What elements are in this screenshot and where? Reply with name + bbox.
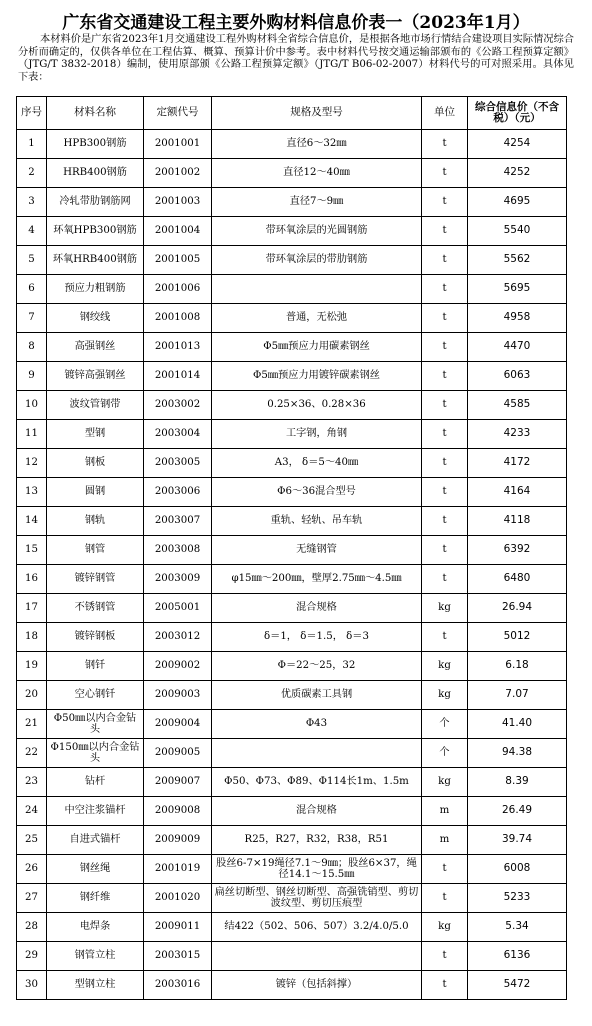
cell-name: 高强钢丝 (47, 333, 144, 362)
cell-unit: t (422, 971, 468, 1000)
table-row (17, 420, 567, 449)
cell-price: 8.39 (468, 768, 567, 797)
cell-name: 镀锌钢管 (47, 565, 144, 594)
cell-spec: 混合规格 (212, 797, 422, 826)
table-row (17, 739, 567, 768)
cell-spec: Φ5㎜预应力用碳素钢丝 (212, 333, 422, 362)
cell-price: 4233 (468, 420, 567, 449)
cell-spec: 镀锌（包括斜撑） (212, 971, 422, 1000)
cell-price: 5012 (468, 623, 567, 652)
cell-name: 钢管 (47, 536, 144, 565)
table-row (17, 971, 567, 1000)
cell-seq: 21 (17, 710, 47, 739)
header-spec: 规格及型号 (212, 97, 422, 130)
cell-seq: 12 (17, 449, 47, 478)
cell-name: 环氧HPB300钢筋 (47, 217, 144, 246)
cell-code: 2001020 (144, 884, 212, 913)
cell-name: 环氧HRB400钢筋 (47, 246, 144, 275)
table-row (17, 362, 567, 391)
cell-unit: kg (422, 681, 468, 710)
cell-code: 2009004 (144, 710, 212, 739)
cell-unit: t (422, 478, 468, 507)
cell-name: 钢绞线 (47, 304, 144, 333)
cell-spec: 直径12～40㎜ (212, 159, 422, 188)
cell-seq: 16 (17, 565, 47, 594)
cell-code: 2001013 (144, 333, 212, 362)
table-row (17, 304, 567, 333)
cell-code: 2003008 (144, 536, 212, 565)
cell-price: 4585 (468, 391, 567, 420)
cell-seq: 18 (17, 623, 47, 652)
cell-seq: 26 (17, 855, 47, 884)
table-row (17, 391, 567, 420)
cell-code: 2001001 (144, 130, 212, 159)
cell-unit: 个 (422, 710, 468, 739)
cell-seq: 20 (17, 681, 47, 710)
cell-name: 钢板 (47, 449, 144, 478)
cell-seq: 2 (17, 159, 47, 188)
cell-price: 4252 (468, 159, 567, 188)
table-row (17, 942, 567, 971)
cell-name: 钢管立柱 (47, 942, 144, 971)
cell-price: 5562 (468, 246, 567, 275)
cell-price: 6008 (468, 855, 567, 884)
cell-price: 94.38 (468, 739, 567, 768)
cell-seq: 22 (17, 739, 47, 768)
cell-code: 2001006 (144, 275, 212, 304)
cell-unit: t (422, 362, 468, 391)
cell-unit: t (422, 507, 468, 536)
cell-unit: t (422, 855, 468, 884)
cell-code: 2001005 (144, 246, 212, 275)
cell-unit: kg (422, 652, 468, 681)
cell-spec: 无缝钢管 (212, 536, 422, 565)
cell-spec: R25，R27，R32，R38，R51 (212, 826, 422, 855)
cell-spec: 优质碳素工具钢 (212, 681, 422, 710)
cell-code: 2003016 (144, 971, 212, 1000)
cell-seq: 7 (17, 304, 47, 333)
cell-unit: t (422, 942, 468, 971)
cell-price: 4958 (468, 304, 567, 333)
table-row (17, 565, 567, 594)
cell-code: 2001004 (144, 217, 212, 246)
cell-seq: 14 (17, 507, 47, 536)
cell-spec: 直径7～9㎜ (212, 188, 422, 217)
cell-name: 圆钢 (47, 478, 144, 507)
cell-unit: kg (422, 913, 468, 942)
cell-seq: 24 (17, 797, 47, 826)
table-row (17, 681, 567, 710)
cell-seq: 4 (17, 217, 47, 246)
cell-seq: 25 (17, 826, 47, 855)
cell-seq: 3 (17, 188, 47, 217)
cell-seq: 8 (17, 333, 47, 362)
table-row (17, 710, 567, 739)
cell-price: 5472 (468, 971, 567, 1000)
cell-name: 不锈钢管 (47, 594, 144, 623)
cell-unit: t (422, 246, 468, 275)
cell-seq: 17 (17, 594, 47, 623)
header-price: 综合信息价（不含税）（元） (468, 97, 567, 130)
table-row (17, 246, 567, 275)
cell-name: 钢钎 (47, 652, 144, 681)
cell-unit: t (422, 333, 468, 362)
cell-spec: δ＝1， δ＝1.5， δ＝3 (212, 623, 422, 652)
cell-name: 预应力粗钢筋 (47, 275, 144, 304)
cell-seq: 30 (17, 971, 47, 1000)
cell-unit: t (422, 130, 468, 159)
cell-name: HPB300钢筋 (47, 130, 144, 159)
cell-name: 钢丝绳 (47, 855, 144, 884)
header-name: 材料名称 (47, 97, 144, 130)
cell-seq: 10 (17, 391, 47, 420)
page-title: 广东省交通建设工程主要外购材料信息价表一（2023年1月） (62, 13, 530, 33)
cell-price: 6063 (468, 362, 567, 391)
cell-unit: 个 (422, 739, 468, 768)
cell-name: 空心钢钎 (47, 681, 144, 710)
cell-name: 电焊条 (47, 913, 144, 942)
cell-seq: 19 (17, 652, 47, 681)
table-row (17, 536, 567, 565)
cell-code: 2003002 (144, 391, 212, 420)
table-row (17, 884, 567, 913)
cell-code: 2001002 (144, 159, 212, 188)
cell-code: 2001003 (144, 188, 212, 217)
cell-spec: 混合规格 (212, 594, 422, 623)
cell-seq: 13 (17, 478, 47, 507)
table-row (17, 275, 567, 304)
cell-code: 2009005 (144, 739, 212, 768)
table-row (17, 478, 567, 507)
cell-code: 2009002 (144, 652, 212, 681)
cell-price: 4164 (468, 478, 567, 507)
cell-price: 6480 (468, 565, 567, 594)
table-row (17, 130, 567, 159)
intro-paragraph: 本材料价是广东省2023年1月交通建设工程外购材料全省综合信息价，是根据各地市场行情结合建设项目实际情况综合分析而确定的，仅供各单位在工程估算、概算、预算计价中参考。表中材料代号按交通运输部颁布的《公路工程预算定额》（JTG/T 3832-2018）编制，使用原部颁《公路工程预算定额》（JTG/T B06-02-2007）材料代号的可对照采用。具体见下表： (18, 34, 574, 83)
cell-unit: t (422, 623, 468, 652)
cell-code: 2001019 (144, 855, 212, 884)
cell-name: 冷轧带肋钢筋网 (47, 188, 144, 217)
cell-price: 26.94 (468, 594, 567, 623)
cell-price: 5695 (468, 275, 567, 304)
table-row (17, 507, 567, 536)
cell-code: 2005001 (144, 594, 212, 623)
table-row (17, 826, 567, 855)
cell-spec (212, 275, 422, 304)
cell-unit: t (422, 217, 468, 246)
cell-spec (212, 942, 422, 971)
cell-unit: t (422, 449, 468, 478)
cell-spec: 普通，无松弛 (212, 304, 422, 333)
cell-price: 7.07 (468, 681, 567, 710)
cell-code: 2001014 (144, 362, 212, 391)
cell-spec: 带环氧涂层的带肋钢筋 (212, 246, 422, 275)
cell-unit: t (422, 391, 468, 420)
cell-seq: 28 (17, 913, 47, 942)
cell-price: 6136 (468, 942, 567, 971)
cell-seq: 27 (17, 884, 47, 913)
cell-seq: 9 (17, 362, 47, 391)
cell-spec: Φ6～36混合型号 (212, 478, 422, 507)
cell-spec: Φ43 (212, 710, 422, 739)
cell-unit: m (422, 826, 468, 855)
cell-name: 中空注浆锚杆 (47, 797, 144, 826)
cell-code: 2003009 (144, 565, 212, 594)
cell-unit: kg (422, 594, 468, 623)
cell-unit: t (422, 884, 468, 913)
cell-code: 2003007 (144, 507, 212, 536)
cell-seq: 11 (17, 420, 47, 449)
cell-code: 2003005 (144, 449, 212, 478)
cell-spec: 0.25×36、0.28×36 (212, 391, 422, 420)
cell-spec: Φ50、Φ73、Φ89、Φ114长1m、1.5m (212, 768, 422, 797)
table-row (17, 623, 567, 652)
table-body (17, 130, 567, 1000)
cell-name: 镀锌钢板 (47, 623, 144, 652)
cell-unit: m (422, 797, 468, 826)
table-row (17, 855, 567, 884)
cell-name: 波纹管钢带 (47, 391, 144, 420)
cell-seq: 6 (17, 275, 47, 304)
table-header-row (17, 97, 567, 130)
table-row (17, 652, 567, 681)
cell-code: 2001008 (144, 304, 212, 333)
cell-price: 6392 (468, 536, 567, 565)
table-row (17, 217, 567, 246)
cell-spec: 带环氧涂层的光圆钢筋 (212, 217, 422, 246)
cell-spec: A3， δ＝5～40㎜ (212, 449, 422, 478)
cell-unit: t (422, 159, 468, 188)
header-unit: 单位 (422, 97, 468, 130)
table-row (17, 797, 567, 826)
cell-seq: 5 (17, 246, 47, 275)
cell-unit: t (422, 420, 468, 449)
cell-code: 2003015 (144, 942, 212, 971)
cell-seq: 1 (17, 130, 47, 159)
cell-name: Φ50㎜以内合金钻头 (47, 710, 144, 739)
cell-name: 钢轨 (47, 507, 144, 536)
cell-code: 2009008 (144, 797, 212, 826)
cell-spec: 股丝6-7×19绳径7.1～9㎜；股丝6×37，绳径14.1～15.5㎜ (212, 855, 422, 884)
cell-price: 39.74 (468, 826, 567, 855)
cell-price: 5233 (468, 884, 567, 913)
table-row (17, 159, 567, 188)
cell-unit: t (422, 188, 468, 217)
cell-unit: t (422, 275, 468, 304)
cell-price: 4695 (468, 188, 567, 217)
cell-price: 4172 (468, 449, 567, 478)
cell-name: HRB400钢筋 (47, 159, 144, 188)
cell-code: 2009011 (144, 913, 212, 942)
cell-code: 2003006 (144, 478, 212, 507)
cell-spec: 直径6～32㎜ (212, 130, 422, 159)
cell-spec: 重轨、轻轨、吊车轨 (212, 507, 422, 536)
cell-spec: Φ5㎜预应力用镀锌碳素钢丝 (212, 362, 422, 391)
header-code: 定额代号 (144, 97, 212, 130)
cell-price: 26.49 (468, 797, 567, 826)
cell-name: Φ150㎜以内合金钻头 (47, 739, 144, 768)
cell-price: 5.34 (468, 913, 567, 942)
cell-name: 钢纤维 (47, 884, 144, 913)
cell-price: 4254 (468, 130, 567, 159)
cell-unit: t (422, 304, 468, 333)
cell-name: 镀锌高强钢丝 (47, 362, 144, 391)
cell-name: 钻杆 (47, 768, 144, 797)
cell-price: 41.40 (468, 710, 567, 739)
cell-unit: t (422, 536, 468, 565)
cell-unit: t (422, 565, 468, 594)
cell-spec: 扁丝切断型、钢丝切断型、高强铣销型、剪切波纹型、剪切压痕型 (212, 884, 422, 913)
cell-price: 4470 (468, 333, 567, 362)
cell-price: 5540 (468, 217, 567, 246)
cell-spec: Φ＝22～25，32 (212, 652, 422, 681)
cell-name: 型钢立柱 (47, 971, 144, 1000)
table-row (17, 188, 567, 217)
cell-code: 2003004 (144, 420, 212, 449)
header-seq: 序号 (17, 97, 47, 130)
cell-spec: φ15㎜～200㎜，壁厚2.75㎜～4.5㎜ (212, 565, 422, 594)
cell-seq: 29 (17, 942, 47, 971)
cell-unit: kg (422, 768, 468, 797)
table-row (17, 913, 567, 942)
table-row (17, 768, 567, 797)
table-row (17, 594, 567, 623)
cell-spec: 工字钢，角钢 (212, 420, 422, 449)
cell-seq: 15 (17, 536, 47, 565)
cell-code: 2009007 (144, 768, 212, 797)
cell-price: 6.18 (468, 652, 567, 681)
cell-name: 型钢 (47, 420, 144, 449)
cell-name: 自进式锚杆 (47, 826, 144, 855)
cell-seq: 23 (17, 768, 47, 797)
price-table (16, 96, 567, 1000)
table-row (17, 333, 567, 362)
cell-code: 2009009 (144, 826, 212, 855)
cell-price: 4118 (468, 507, 567, 536)
cell-code: 2009003 (144, 681, 212, 710)
table-row (17, 449, 567, 478)
cell-spec (212, 739, 422, 768)
cell-code: 2003012 (144, 623, 212, 652)
cell-spec: 结422（502、506、507）3.2/4.0/5.0 (212, 913, 422, 942)
